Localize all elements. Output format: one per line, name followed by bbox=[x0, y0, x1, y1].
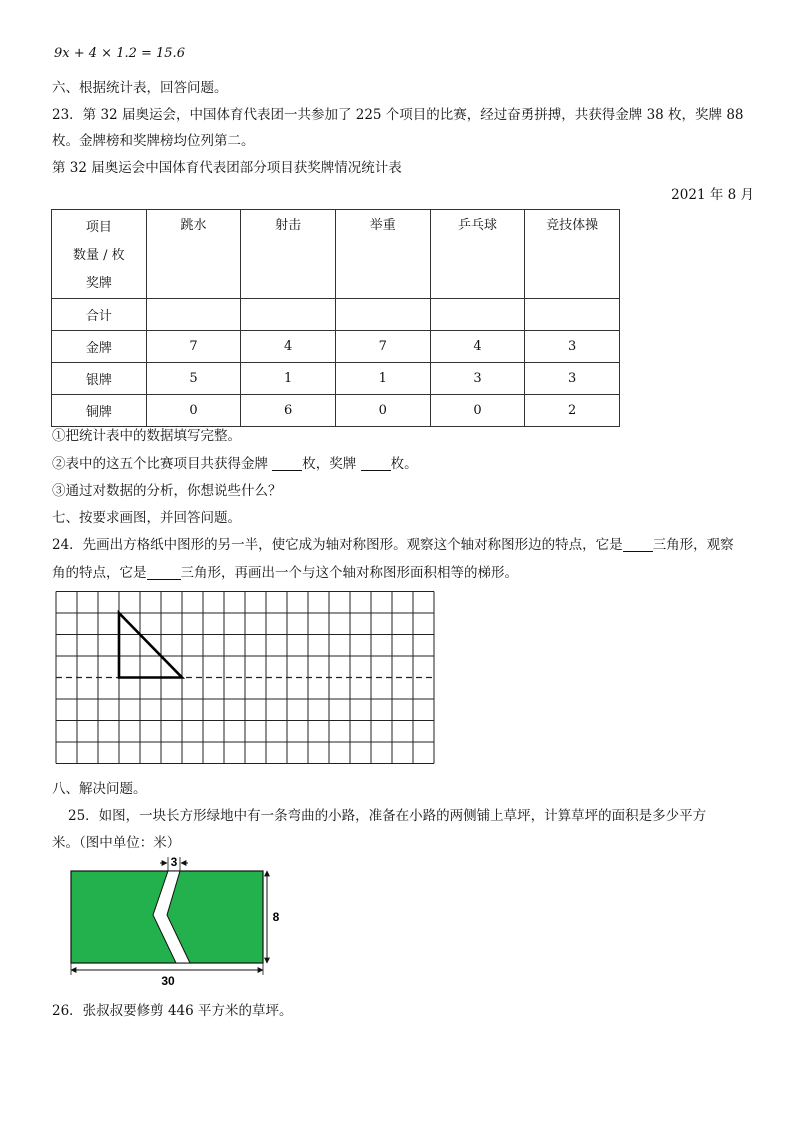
table-row-total bbox=[52, 299, 620, 331]
question-24-text-b: 三角形，观察 bbox=[652, 537, 734, 553]
question-24-line-1 bbox=[52, 533, 734, 553]
sub-question-3: ③通过对数据的分析，你想说些什么？ bbox=[52, 483, 282, 499]
table-cell: 3 bbox=[430, 363, 525, 395]
angle-type-blank[interactable] bbox=[147, 565, 181, 580]
table-cell: 7 bbox=[335, 331, 430, 363]
side-type-blank[interactable] bbox=[623, 537, 653, 552]
sub-question-2-text-a: ②表中的这五个比赛项目共获得金牌 bbox=[52, 456, 268, 472]
table-row-bronze bbox=[52, 395, 620, 427]
row-label: 银牌 bbox=[52, 363, 147, 395]
sub-question-1: ①把统计表中的数据填写完整。 bbox=[52, 428, 241, 444]
lawn-figure bbox=[64, 853, 284, 990]
section-6-heading: 六、根据统计表，回答问题。 bbox=[52, 80, 228, 96]
row-label: 合计 bbox=[52, 299, 147, 331]
table-date: 2021 年 8 月 bbox=[671, 187, 754, 203]
table-cell: 4 bbox=[430, 331, 525, 363]
gold-total-blank[interactable] bbox=[272, 456, 302, 471]
grid-paper-figure bbox=[54, 590, 436, 765]
question-25-line-1: 25．如图，一块长方形绿地中有一条弯曲的小路，准备在小路的两侧铺上草坪，计算草坪的面积是多少平方 bbox=[68, 808, 707, 824]
table-cell: 6 bbox=[241, 395, 336, 427]
path-width-label: 3 bbox=[170, 855, 178, 869]
table-cell: 3 bbox=[525, 331, 620, 363]
table-cell: 2 bbox=[525, 395, 620, 427]
table-cell: 1 bbox=[335, 363, 430, 395]
question-24-line-2 bbox=[52, 561, 518, 581]
column-header-weightlifting: 举重 bbox=[335, 210, 430, 299]
lawn-length-label: 30 bbox=[161, 974, 175, 988]
table-cell: 7 bbox=[146, 331, 241, 363]
total-cell[interactable] bbox=[525, 299, 620, 331]
sub-question-2 bbox=[52, 452, 418, 472]
total-cell[interactable] bbox=[335, 299, 430, 331]
table-cell: 0 bbox=[430, 395, 525, 427]
row-label: 铜牌 bbox=[52, 395, 147, 427]
section-7-heading: 七、按要求画图，并回答问题。 bbox=[52, 510, 241, 526]
table-cell: 4 bbox=[241, 331, 336, 363]
question-25-line-2: 米。（图中单位：米） bbox=[52, 835, 181, 851]
table-header-row bbox=[52, 210, 620, 299]
question-24-text-d: 三角形，再画出一个与这个轴对称图形面积相等的梯形。 bbox=[180, 565, 518, 581]
row-label: 金牌 bbox=[52, 331, 147, 363]
medal-statistics-table bbox=[51, 209, 620, 427]
table-corner-cell bbox=[52, 210, 147, 299]
column-header-table-tennis: 乒乓球 bbox=[430, 210, 525, 299]
column-header-shooting: 射击 bbox=[241, 210, 336, 299]
corner-label-medal: 奖牌 bbox=[85, 276, 112, 291]
table-cell: 5 bbox=[146, 363, 241, 395]
total-cell[interactable] bbox=[241, 299, 336, 331]
question-26: 26．张叔叔要修剪 446 平方米的草坪。 bbox=[52, 1003, 293, 1019]
column-header-gymnastics: 竞技体操 bbox=[525, 210, 620, 299]
half-triangle-shape bbox=[119, 613, 182, 678]
column-header-diving: 跳水 bbox=[146, 210, 241, 299]
corner-label-item: 项目 bbox=[85, 220, 112, 235]
question-24-text-c: 角的特点，它是 bbox=[52, 565, 147, 581]
table-cell: 1 bbox=[241, 363, 336, 395]
table-row-silver bbox=[52, 363, 620, 395]
table-cell: 0 bbox=[335, 395, 430, 427]
sub-question-2-text-c: 枚。 bbox=[390, 456, 418, 472]
sub-question-2-text-b: 枚，奖牌 bbox=[302, 456, 357, 472]
equation: 9x + 4 × 1.2 = 15.6 bbox=[54, 46, 185, 61]
question-24-text-a: 24．先画出方格纸中图形的另一半，使它成为轴对称图形。观察这个轴对称图形边的特点，它是 bbox=[52, 537, 623, 553]
lawn-height-label: 8 bbox=[272, 910, 280, 924]
total-cell[interactable] bbox=[430, 299, 525, 331]
table-title: 第 32 届奥运会中国体育代表团部分项目获奖牌情况统计表 bbox=[52, 160, 402, 176]
medal-total-blank[interactable] bbox=[361, 456, 391, 471]
table-row-gold bbox=[52, 331, 620, 363]
section-8-heading: 八、解决问题。 bbox=[52, 781, 147, 797]
corner-label-count: 数量 / 枚 bbox=[73, 248, 125, 263]
table-cell: 3 bbox=[525, 363, 620, 395]
question-23-line-1: 23．第 32 届奥运会，中国体育代表团一共参加了 225 个项目的比赛，经过奋勇拼搏，共获得金牌 38 枚，奖牌 88 bbox=[52, 107, 744, 123]
total-cell[interactable] bbox=[146, 299, 241, 331]
question-23-line-2: 枚。金牌榜和奖牌榜均位列第二。 bbox=[52, 133, 255, 149]
table-cell: 0 bbox=[146, 395, 241, 427]
